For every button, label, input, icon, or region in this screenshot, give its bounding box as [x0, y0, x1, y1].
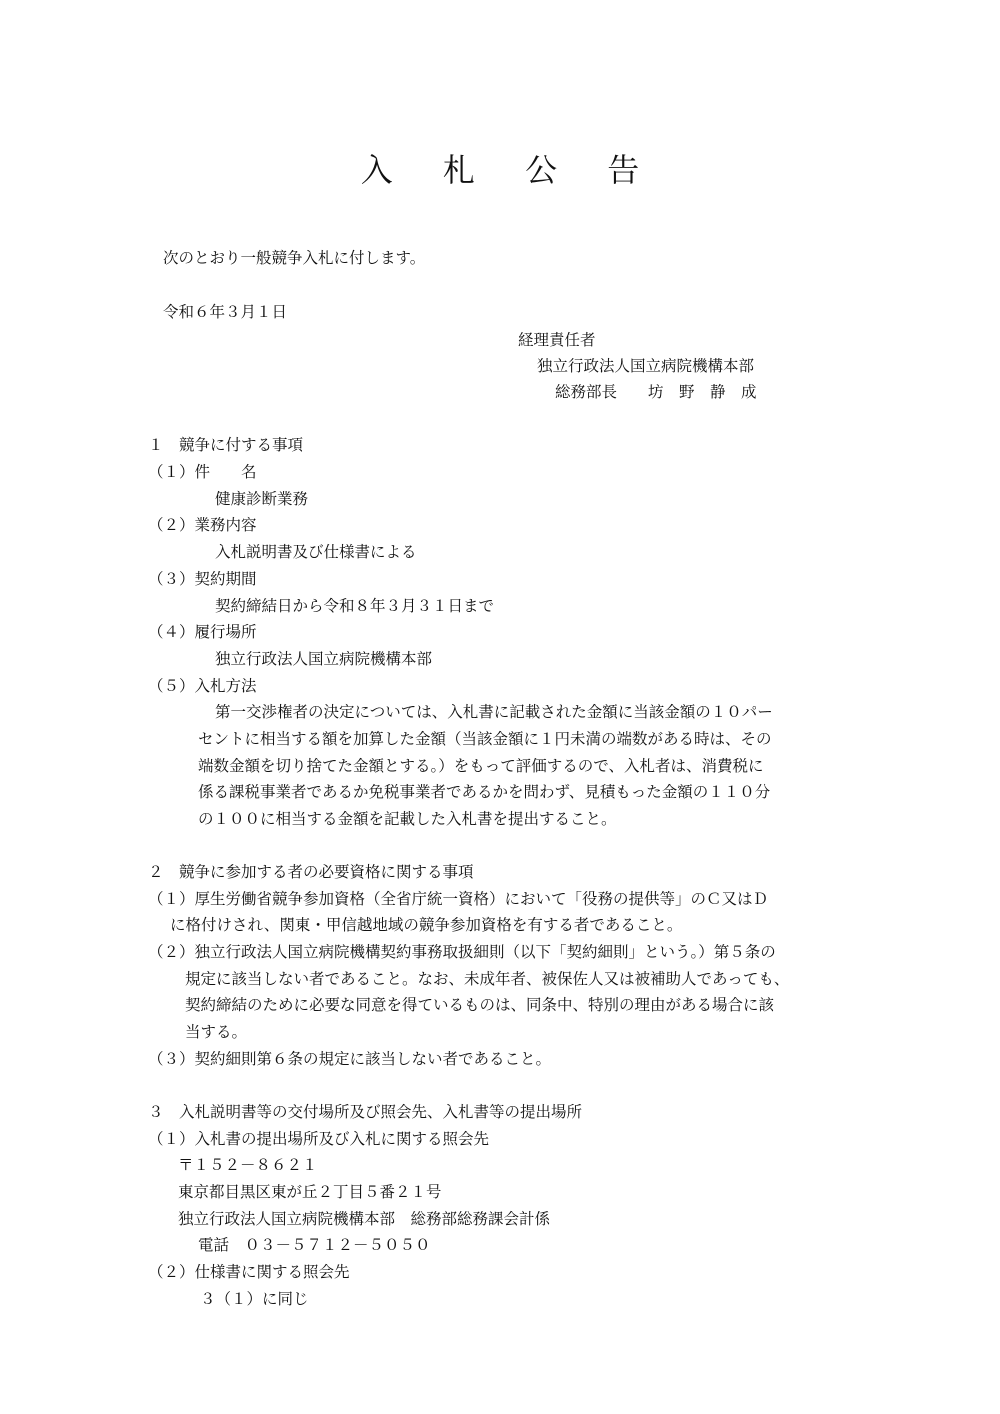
postal-code: 〒１５２－８６２１ [178, 1156, 318, 1174]
section1-item1-label: （１）件 名 [148, 463, 257, 481]
section1-item3-value: 契約締結日から令和８年３月３１日まで [215, 597, 495, 615]
section2-item2-line: 規定に該当しない者であること。なお、未成年者、被保佐人又は被補助人であっても、 [185, 970, 790, 988]
section1-item4-label: （４）履行場所 [148, 623, 257, 641]
issuer-name: 総務部長 坊 野 静 成 [555, 383, 757, 401]
issuer-role: 経理責任者 [518, 331, 596, 349]
section1-item1-value: 健康診断業務 [215, 490, 309, 508]
phone-number: 電話 ０３－５７１２－５０５０ [198, 1236, 431, 1254]
section1-item4-value: 独立行政法人国立病院機構本部 [215, 650, 433, 668]
notice-date: 令和６年３月１日 [163, 303, 288, 321]
intro-text: 次のとおり一般競争入札に付します。 [163, 249, 426, 267]
address: 東京都目黒区東が丘２丁目５番２１号 [178, 1183, 442, 1201]
section1-item2-value: 入札説明書及び仕様書による [215, 543, 417, 561]
section2-item1-line: に格付けされ、関東・甲信越地域の競争参加資格を有する者であること。 [170, 916, 683, 934]
section2-item2-line: 契約締結のために必要な同意を得ているものは、同条中、特別の理由がある場合に該 [185, 996, 775, 1014]
section3-heading: ３ 入札説明書等の交付場所及び照会先、入札書等の提出場所 [148, 1103, 583, 1121]
issuer-organization: 独立行政法人国立病院機構本部 [537, 357, 755, 375]
section1-item5-line: 第一交渉権者の決定については、入札書に記載された金額に当該金額の１０パー [215, 703, 773, 721]
section1-item5-label: （５）入札方法 [148, 677, 257, 695]
section2-item3: （３）契約細則第６条の規定に該当しない者であること。 [148, 1050, 552, 1068]
section3-item1-label: （１）入札書の提出場所及び入札に関する照会先 [148, 1130, 490, 1148]
section1-item5-line: 係る課税事業者であるか免税事業者であるかを問わず、見積もった金額の１１０分 [198, 783, 771, 801]
office-name: 独立行政法人国立病院機構本部 総務部総務課会計係 [178, 1210, 551, 1228]
section3-item2-value: ３（１）に同じ [200, 1290, 309, 1308]
section1-item2-label: （２）業務内容 [148, 516, 257, 534]
section2-heading: ２ 競争に参加する者の必要資格に関する事項 [148, 863, 474, 881]
section1-item5-line: の１００に相当する金額を記載した入札書を提出すること。 [198, 810, 617, 828]
section1-heading: １ 競争に付する事項 [148, 436, 304, 454]
section2-item2-line: 当する。 [185, 1023, 248, 1041]
page-title: 入 札 公 告 [360, 151, 660, 189]
section1-item5-line: セントに相当する額を加算した金額（当該金額に１円未満の端数がある時は、その [198, 730, 772, 748]
section2-item2-line: （２）独立行政法人国立病院機構契約事務取扱細則（以下「契約細則」という。）第５条の [148, 943, 776, 961]
section2-item1-line: （１）厚生労働省競争参加資格（全省庁統一資格）において「役務の提供等」のＣ又はＤ [148, 890, 769, 908]
section1-item3-label: （３）契約期間 [148, 570, 257, 588]
section1-item5-line: 端数金額を切り捨てた金額とする。）をもって評価するので、入札者は、消費税に [198, 757, 764, 775]
section3-item2-label: （２）仕様書に関する照会先 [148, 1263, 350, 1281]
